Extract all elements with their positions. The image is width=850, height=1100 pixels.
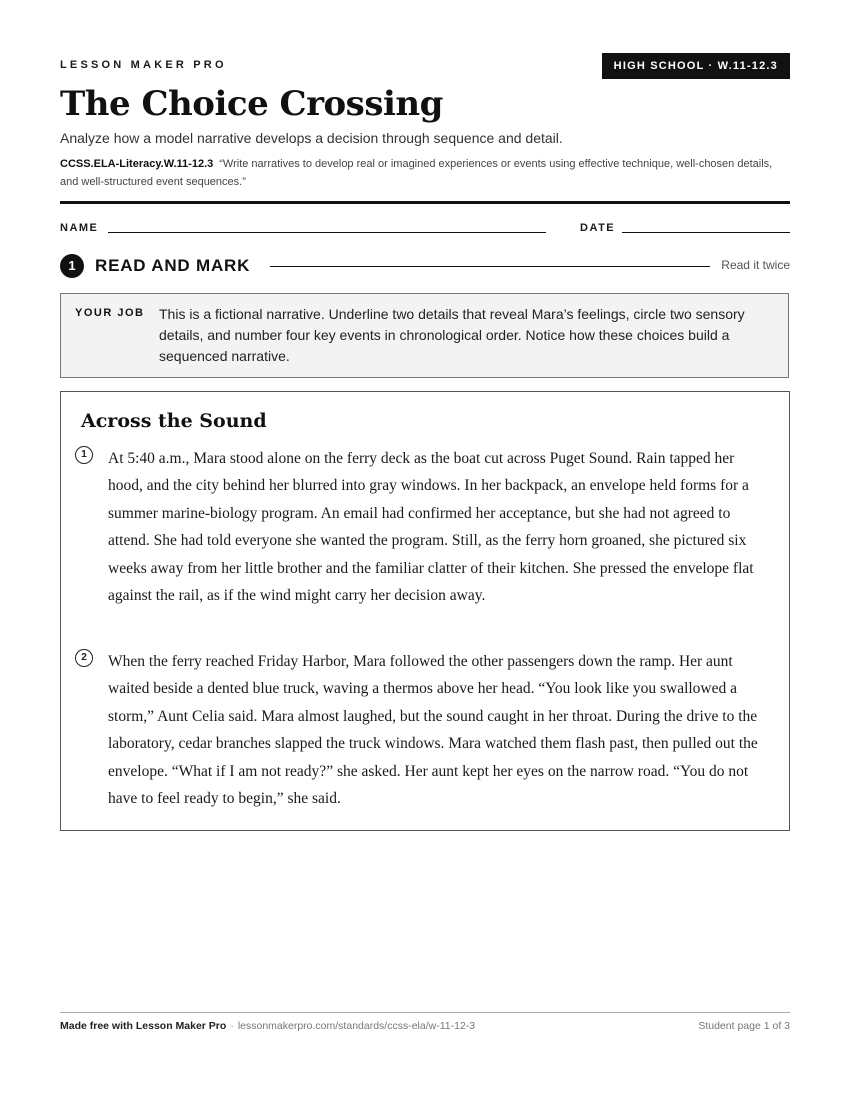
your-job-text: This is a fictional narrative. Underline two details that reveal Mara’s feelings, circle two sensory details, and number four key events in chronological order. Notice how these choices build a sequenced narrative.	[159, 306, 745, 364]
paragraph-text: At 5:40 a.m., Mara stood alone on the ferry deck as the boat cut across Puget Sound. Rain tapped her hood, and the city behind her blurred into gray windows. In her backpack, an envelope held forms for a summer marine-biology program. An email had confirmed her acceptance, but she had not agreed to attend. She had told everyone she wanted the program. Still, as the ferry horn groaned, she pictured six weeks away from her little brother and the familiar clatter of their kitchen. She pressed the envelope flat against the rail, as if the wind might carry her decision away.	[108, 450, 754, 605]
standard-statement	[60, 155, 790, 191]
section-rule	[270, 266, 710, 267]
footer-page-number: Student page 1 of 3	[698, 1020, 790, 1032]
footer	[60, 1020, 790, 1034]
page-subtitle: Analyze how a model narrative develops a decision through sequence and detail.	[60, 130, 563, 146]
section-header-read-and-mark	[60, 254, 790, 278]
page-title: The Choice Crossing	[60, 84, 443, 124]
paragraph-number: 2	[75, 649, 93, 667]
standard-text: “Write narratives to develop real or imagined experiences or events using effective technique, well-chosen details, and well-structured event sequences.”	[60, 158, 773, 188]
footer-divider	[60, 1012, 790, 1013]
header-divider	[60, 201, 790, 204]
your-job-label: YOUR JOB	[75, 307, 145, 319]
date-label: DATE	[580, 222, 616, 234]
passage-title: Across the Sound	[81, 410, 267, 432]
passage-box	[60, 391, 790, 831]
footer-separator: ·	[230, 1020, 234, 1032]
brand-name: LESSON MAKER PRO	[60, 59, 227, 71]
section-note: Read it twice	[721, 258, 790, 272]
grade-badge: HIGH SCHOOL · W.11-12.3	[602, 53, 790, 79]
paragraph-number: 1	[75, 446, 93, 464]
date-field-line[interactable]	[622, 232, 790, 233]
standard-code: CCSS.ELA-Literacy.W.11-12.3	[60, 158, 214, 170]
your-job-box	[60, 293, 789, 378]
paragraph-text: When the ferry reached Friday Harbor, Mara followed the other passengers down the ramp. Her aunt waited beside a dented blue truck, waving a thermos above her head. “You look like you swallowed a storm,” Aunt Celia said. Mara almost laughed, but the sound caught in her throat. During the drive to the laboratory, cedar branches slapped the truck windows. Mara watched them flash past, then pulled out the envelope. “What if I am not ready?” she asked. Her aunt kept her eyes on the narrow road. “You do not have to feel ready to begin,” she said.	[108, 653, 758, 808]
footer-url[interactable]: lessonmakerpro.com/standards/ccss-ela/w-11-12-3	[237, 1020, 476, 1032]
section-number-badge: 1	[60, 254, 84, 278]
name-label: NAME	[60, 222, 99, 234]
name-field-line[interactable]	[108, 232, 546, 233]
name-date-row	[60, 222, 790, 236]
footer-made-with: Made free with Lesson Maker Pro	[60, 1020, 227, 1032]
top-bar	[60, 53, 790, 79]
section-title: READ AND MARK	[95, 256, 251, 275]
